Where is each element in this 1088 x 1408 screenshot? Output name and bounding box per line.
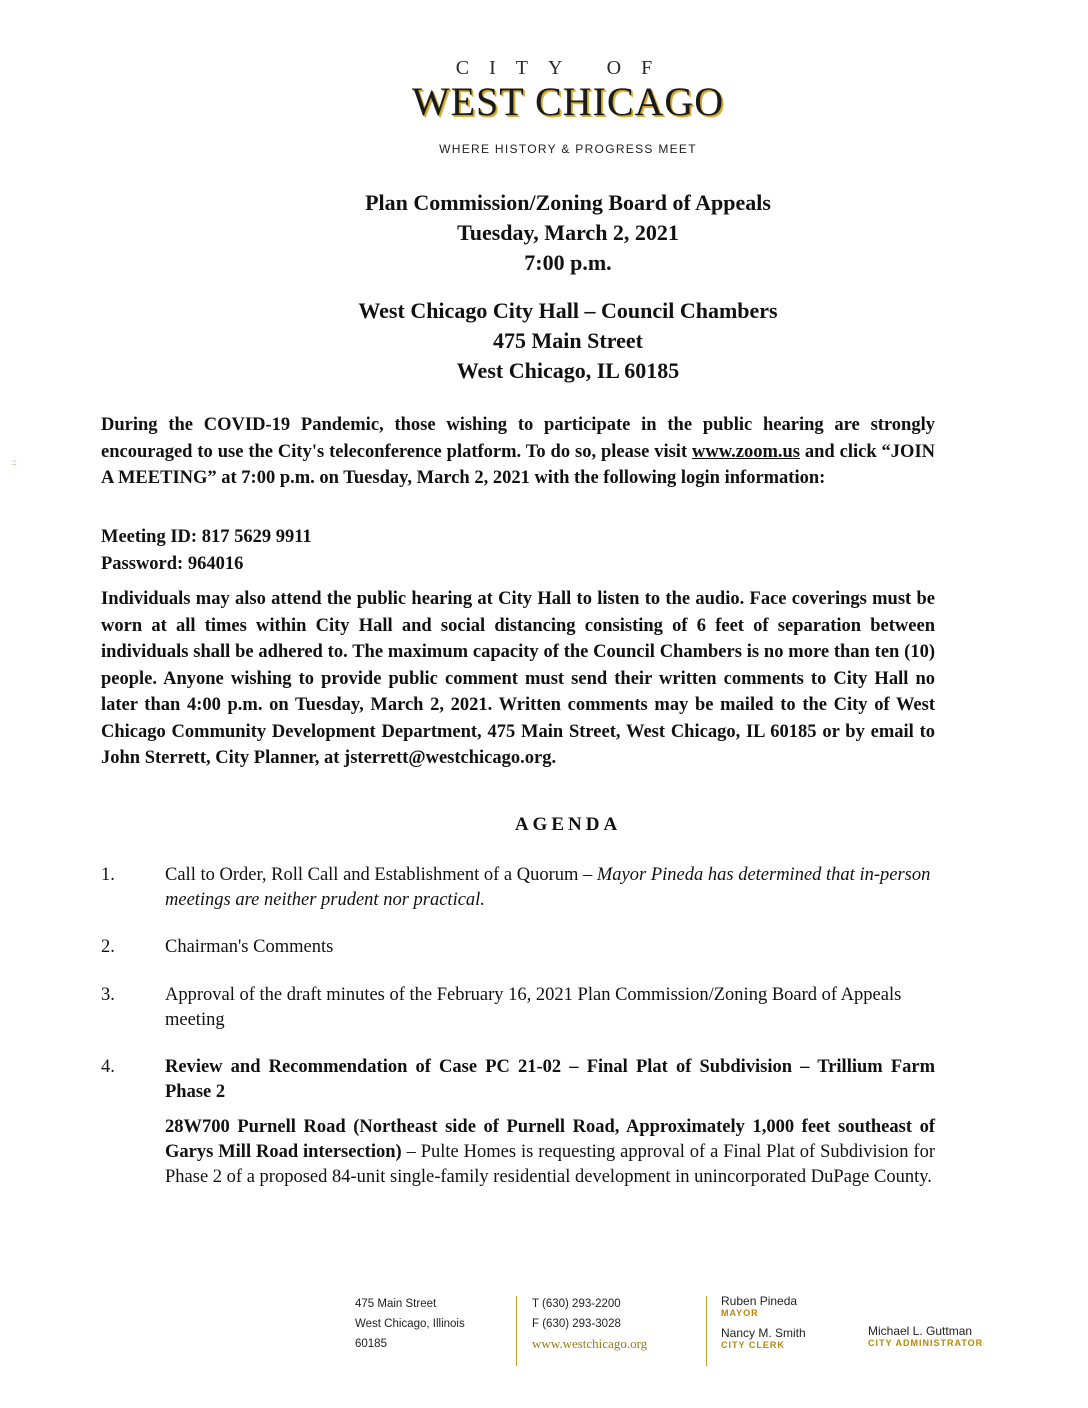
location-name: West Chicago City Hall – Council Chambers — [358, 298, 778, 323]
item-number: 1. — [101, 865, 115, 885]
meeting-location — [0, 296, 1088, 386]
notice-text-a: During the COVID-19 Pandemic, those wishing to participate in the public hearing are strongly encouraged to use the City's teleconference platform. To do so, please visit — [101, 415, 935, 462]
meeting-time: 7:00 p.m. — [524, 250, 612, 275]
item-text: Call to Order, Roll Call and Establishment of a Quorum – — [165, 865, 597, 885]
letterhead — [0, 58, 1088, 156]
covid-notice-paragraph — [101, 412, 935, 492]
admin-name: Michael L. Guttman — [868, 1324, 973, 1338]
letterhead-city-of: CITY OF — [455, 57, 673, 79]
meeting-header — [0, 188, 1088, 278]
letterhead-logo-name: WEST CHICAGO — [411, 79, 725, 124]
item-text: Chairman's Comments — [165, 937, 334, 957]
agenda-item — [101, 863, 935, 913]
item-number: 4. — [101, 1057, 115, 1077]
meeting-body: Plan Commission/Zoning Board of Appeals — [365, 190, 771, 215]
footer-website[interactable]: www.westchicago.org — [532, 1336, 648, 1351]
scan-mark: :: — [12, 457, 18, 467]
item-number: 2. — [101, 937, 115, 957]
agenda-item — [101, 935, 935, 960]
footer-address — [355, 1294, 465, 1354]
item-description: – Pulte Homes is requesting approval of a Final Plat of Subdivision for Phase 2 of a proposed 84-unit single-family residential development in unincorporated DuPage County. — [165, 1142, 936, 1187]
footer-address-line3: 60185 — [355, 1338, 387, 1350]
location-address2: West Chicago, IL 60185 — [456, 358, 680, 383]
mayor-role: MAYOR — [721, 1308, 759, 1318]
item-title: Review and Recommendation of Case PC 21-02 – Final Plat of Subdivision – Trillium Farm Phase 2 — [165, 1057, 935, 1102]
footer-officials — [721, 1294, 806, 1350]
item-text: Approval of the draft minutes of the February 16, 2021 Plan Commission/Zoning Board of Appeals meeting — [165, 985, 902, 1030]
item-location: 28W700 Purnell Road (Northeast side of Purnell Road, Approximately 1,000 feet southeast of Garys Mill Road intersection) — [165, 1117, 935, 1162]
item-note: Mayor Pineda has determined that in-person meetings are neither prudent nor practical. — [165, 865, 931, 910]
footer-phone: T (630) 293-2200 — [532, 1298, 621, 1310]
admin-role: CITY ADMINISTRATOR — [868, 1338, 984, 1348]
footer-address-line1: 475 Main Street — [355, 1298, 437, 1310]
footer — [0, 1294, 1088, 1374]
login-info — [101, 524, 935, 577]
item-number: 3. — [101, 985, 115, 1005]
letterhead-tagline: WHERE HISTORY & PROGRESS MEET — [439, 142, 697, 156]
footer-contact — [532, 1294, 647, 1354]
agenda-title: AGENDA — [514, 814, 622, 835]
clerk-name: Nancy M. Smith — [721, 1326, 806, 1340]
footer-divider — [516, 1296, 517, 1366]
clerk-role: CITY CLERK — [721, 1340, 785, 1350]
meeting-id: Meeting ID: 817 5629 9911 — [101, 527, 312, 547]
footer-fax: F (630) 293-3028 — [532, 1318, 621, 1330]
notice-text-b: and click “JOIN A MEETING” at 7:00 p.m. on Tuesday, March 2, 2021 with the following login information: — [101, 441, 935, 488]
agenda-item — [101, 1055, 935, 1190]
location-address1: 475 Main Street — [493, 328, 643, 353]
footer-divider — [706, 1296, 707, 1366]
attendance-paragraph: Individuals may also attend the public hearing at City Hall to listen to the audio. Face coverings must be worn at all times within City Hall and social distancing consisting of 6 feet of separation between individuals shall be adhered to. The maximum capacity of the Council Chambers is no more than ten (10) people. Anyone wishing to provide public comment must send their written comments to City Hall no later than 4:00 p.m. on Tuesday, March 2, 2021. Written comments may be mailed to the City of West Chicago Community Development Department, 475 Main Street, West Chicago, IL 60185 or by email to John Sterrett, City Planner, at jsterrett@westchicago.org. — [101, 589, 935, 768]
mayor-name: Ruben Pineda — [721, 1294, 798, 1308]
agenda-item — [101, 983, 935, 1033]
zoom-link[interactable]: www.zoom.us — [692, 441, 800, 462]
footer-address-line2: West Chicago, Illinois — [355, 1318, 465, 1330]
footer-administrator — [868, 1324, 983, 1348]
meeting-password: Password: 964016 — [101, 553, 244, 574]
meeting-date: Tuesday, March 2, 2021 — [457, 220, 679, 245]
